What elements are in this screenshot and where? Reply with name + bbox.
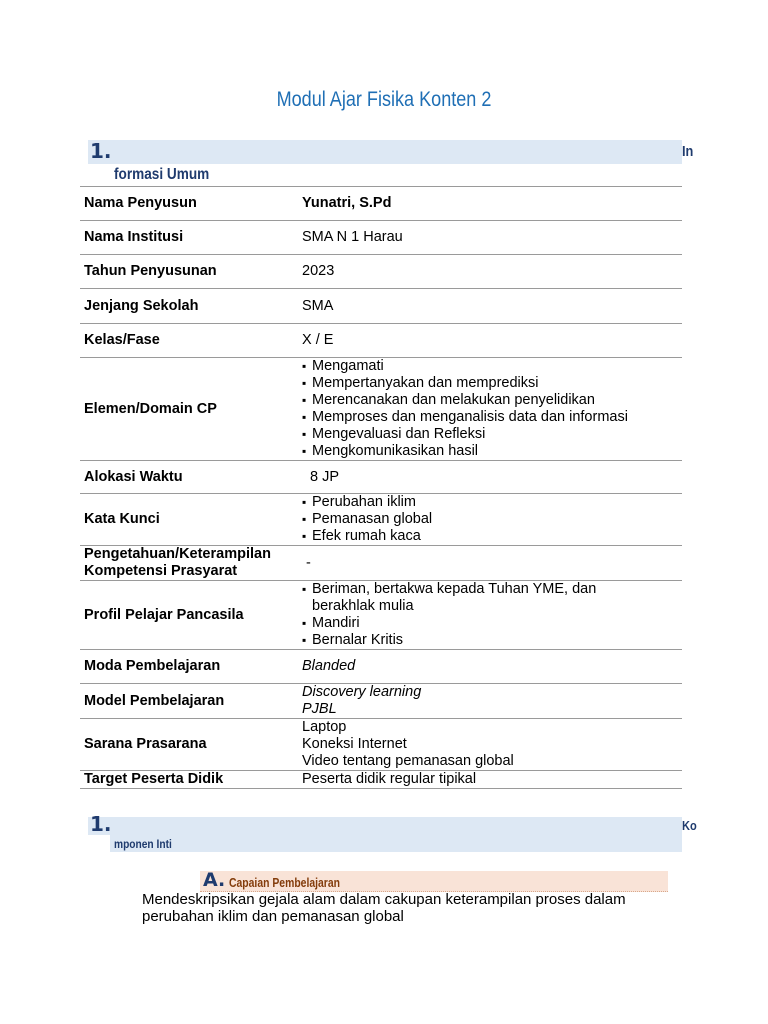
row-label-line: Pengetahuan/Keterampilan bbox=[84, 546, 271, 562]
row-label-line: Kompetensi Prasyarat bbox=[84, 563, 238, 579]
table-row bbox=[80, 221, 682, 255]
table-row bbox=[80, 684, 682, 719]
row-label: Nama Institusi bbox=[80, 221, 294, 255]
row-label: Model Pembelajaran bbox=[80, 684, 294, 719]
list-item: ▪ Bernalar Kritis bbox=[302, 632, 632, 649]
table-row bbox=[80, 324, 682, 358]
row-value: X / E bbox=[294, 324, 682, 358]
value-line: Koneksi Internet bbox=[302, 736, 407, 752]
section-label-start: Ko bbox=[682, 818, 697, 833]
row-label: Nama Penyusun bbox=[80, 187, 294, 221]
list-item: ▪ Mengamati bbox=[302, 358, 678, 375]
section-header-bar-continued bbox=[110, 835, 682, 852]
value-line: Video tentang pemanasan global bbox=[302, 753, 514, 769]
value-line: Laptop bbox=[302, 719, 347, 735]
row-label bbox=[80, 546, 294, 581]
row-label: Moda Pembelajaran bbox=[80, 650, 294, 684]
list-item: ▪ Memproses dan menganalisis data dan informasi bbox=[302, 409, 678, 426]
row-value: - bbox=[294, 546, 682, 581]
list-item: ▪ Beriman, bertakwa kepada Tuhan YME, dan berakhlak mulia bbox=[302, 581, 632, 615]
list-item: ▪ Perubahan iklim bbox=[302, 494, 678, 511]
row-value: SMA bbox=[294, 289, 682, 324]
table-row bbox=[80, 494, 682, 546]
list-item: ▪ Pemanasan global bbox=[302, 511, 678, 528]
list-item: ▪ Merencanakan dan melakukan penyelidikan bbox=[302, 392, 678, 409]
table-row bbox=[80, 650, 682, 684]
row-label: Kata Kunci bbox=[80, 494, 294, 546]
section-header-bar bbox=[88, 817, 682, 835]
document-title: Modul Ajar Fisika Konten 2 bbox=[276, 88, 492, 111]
table-row bbox=[80, 358, 682, 461]
list-item: ▪ Mandiri bbox=[302, 615, 632, 632]
row-value: 8 JP bbox=[294, 461, 682, 494]
row-value: Blanded bbox=[294, 650, 682, 684]
row-label: Target Peserta Didik bbox=[80, 771, 294, 789]
row-value-list bbox=[294, 358, 682, 461]
section-label-start: In bbox=[682, 143, 694, 160]
table-row bbox=[80, 289, 682, 324]
list-item: ▪ Efek rumah kaca bbox=[302, 528, 678, 545]
section-header-bar bbox=[88, 140, 682, 164]
row-value bbox=[294, 684, 682, 719]
table-row bbox=[80, 546, 682, 581]
row-label: Sarana Prasarana bbox=[80, 719, 294, 771]
list-item: ▪ Mempertanyakan dan memprediksi bbox=[302, 375, 678, 392]
row-label: Tahun Penyusunan bbox=[80, 255, 294, 289]
table-row bbox=[80, 461, 682, 494]
value-line: Discovery learning bbox=[302, 684, 422, 700]
row-value: Peserta didik regular tipikal bbox=[294, 771, 682, 789]
table-row bbox=[80, 581, 682, 650]
table-row bbox=[80, 719, 682, 771]
list-item: ▪ Mengkomunikasikan hasil bbox=[302, 443, 678, 460]
section-number: 1. bbox=[90, 139, 112, 163]
section-label-continued: mponen Inti bbox=[114, 837, 172, 851]
row-label: Elemen/Domain CP bbox=[80, 358, 294, 461]
general-info-table bbox=[80, 186, 682, 789]
subsection-title: Capaian Pembelajaran bbox=[229, 875, 340, 890]
row-value: SMA N 1 Harau bbox=[294, 221, 682, 255]
row-label: Jenjang Sekolah bbox=[80, 289, 294, 324]
row-value: Yunatri, S.Pd bbox=[294, 187, 682, 221]
table-row bbox=[80, 187, 682, 221]
row-label: Kelas/Fase bbox=[80, 324, 294, 358]
section-label-continued: formasi Umum bbox=[114, 166, 210, 183]
row-value: 2023 bbox=[294, 255, 682, 289]
list-item: ▪ Mengevaluasi dan Refleksi bbox=[302, 426, 678, 443]
table-row bbox=[80, 771, 682, 789]
table-row bbox=[80, 255, 682, 289]
row-label: Profil Pelajar Pancasila bbox=[80, 581, 294, 650]
row-label: Alokasi Waktu bbox=[80, 461, 294, 494]
section-number: 1. bbox=[90, 812, 112, 836]
value-line: PJBL bbox=[302, 701, 337, 717]
row-value bbox=[294, 719, 682, 771]
row-value-list bbox=[294, 494, 682, 546]
capaian-paragraph: Mendeskripsikan gejala alam dalam cakupan keterampilan proses dalam perubahan iklim dan pemanasan global bbox=[142, 891, 626, 925]
subsection-letter: A. bbox=[203, 869, 226, 891]
row-value-list bbox=[294, 581, 682, 650]
